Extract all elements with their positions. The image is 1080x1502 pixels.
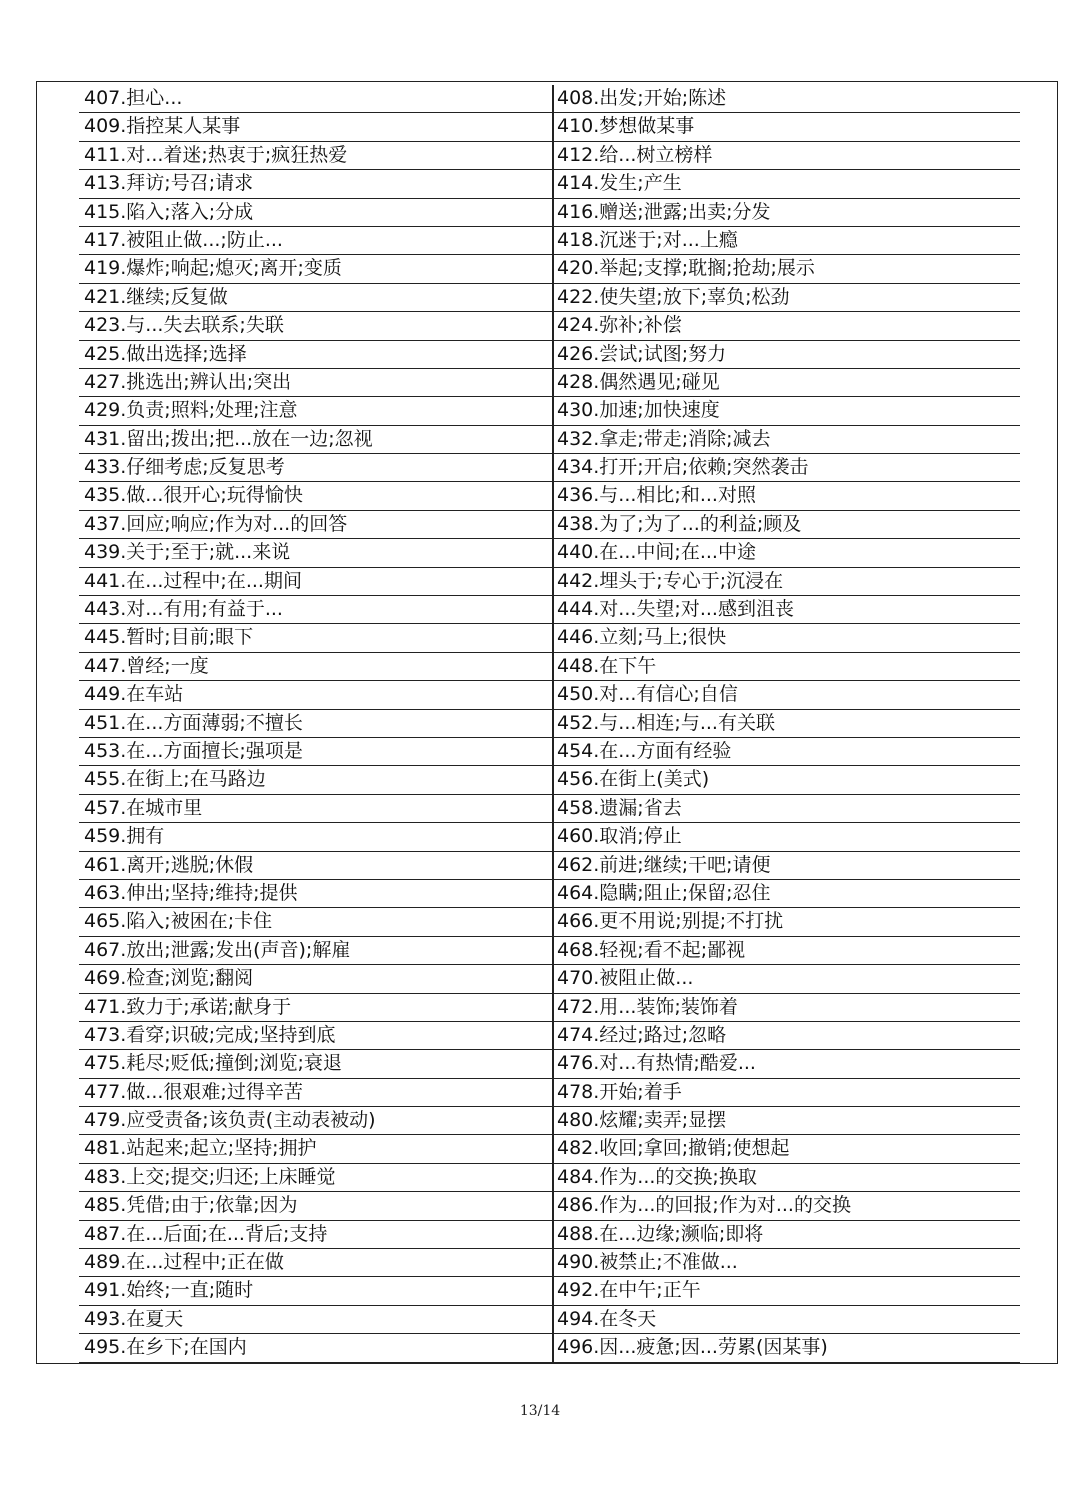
table-row <box>79 539 1020 567</box>
left-entry: 489.在...过程中;正在做 <box>79 1249 552 1277</box>
right-entry: 478.开始;着手 <box>552 1079 1020 1107</box>
right-entry: 448.在下午 <box>552 653 1020 681</box>
left-entry: 453.在...方面擅长;强项是 <box>79 738 552 766</box>
table-row <box>79 738 1020 766</box>
right-entry: 444.对...失望;对...感到沮丧 <box>552 596 1020 624</box>
table-row <box>79 85 1020 113</box>
left-entry: 463.伸出;坚持;维持;提供 <box>79 880 552 908</box>
table-row <box>79 823 1020 851</box>
table-row <box>79 568 1020 596</box>
table-row <box>79 710 1020 738</box>
right-entry: 482.收回;拿回;撤销;使想起 <box>552 1135 1020 1163</box>
table-row <box>79 1249 1020 1277</box>
table-row <box>79 965 1020 993</box>
left-entry: 481.站起来;起立;坚持;拥护 <box>79 1135 552 1163</box>
table-row <box>79 681 1020 709</box>
table-row <box>79 653 1020 681</box>
left-entry: 437.回应;响应;作为对...的回答 <box>79 511 552 539</box>
right-entry: 456.在街上(美式) <box>552 766 1020 794</box>
right-entry: 492.在中午;正午 <box>552 1277 1020 1305</box>
table-row <box>79 1050 1020 1078</box>
left-entry: 435.做...很开心;玩得愉快 <box>79 482 552 510</box>
table-row <box>79 454 1020 482</box>
right-entry: 470.被阻止做... <box>552 965 1020 993</box>
left-entry: 491.始终;一直;随时 <box>79 1277 552 1305</box>
table-row <box>79 1079 1020 1107</box>
right-entry: 428.偶然遇见;碰见 <box>552 369 1020 397</box>
left-entry: 415.陷入;落入;分成 <box>79 199 552 227</box>
left-entry: 467.放出;泄露;发出(声音);解雇 <box>79 937 552 965</box>
left-entry: 419.爆炸;响起;熄灭;离开;变质 <box>79 255 552 283</box>
left-entry: 451.在...方面薄弱;不擅长 <box>79 710 552 738</box>
right-entry: 430.加速;加快速度 <box>552 397 1020 425</box>
table-row <box>79 341 1020 369</box>
left-entry: 443.对...有用;有益于... <box>79 596 552 624</box>
page-number: 13/14 <box>519 1403 561 1419</box>
left-entry: 479.应受责备;该负责(主动表被动) <box>79 1107 552 1135</box>
table-row <box>79 1022 1020 1050</box>
table-row <box>79 1107 1020 1135</box>
right-entry: 410.梦想做某事 <box>552 113 1020 141</box>
right-entry: 450.对...有信心;自信 <box>552 681 1020 709</box>
right-entry: 458.遗漏;省去 <box>552 795 1020 823</box>
right-entry: 416.赠送;泄露;出卖;分发 <box>552 199 1020 227</box>
right-entry: 488.在...边缘;濒临;即将 <box>552 1221 1020 1249</box>
table-row <box>79 199 1020 227</box>
table-row <box>79 1306 1020 1334</box>
table-row <box>79 908 1020 936</box>
right-entry: 484.作为...的交换;换取 <box>552 1164 1020 1192</box>
table-row <box>79 511 1020 539</box>
right-entry: 418.沉迷于;对...上瘾 <box>552 227 1020 255</box>
right-entry: 466.更不用说;别提;不打扰 <box>552 908 1020 936</box>
left-entry: 483.上交;提交;归还;上床睡觉 <box>79 1164 552 1192</box>
right-entry: 486.作为...的回报;作为对...的交换 <box>552 1192 1020 1220</box>
left-entry: 421.继续;反复做 <box>79 284 552 312</box>
right-entry: 420.举起;支撑;耽搁;抢劫;展示 <box>552 255 1020 283</box>
right-entry: 408.出发;开始;陈述 <box>552 85 1020 113</box>
right-entry: 440.在...中间;在...中途 <box>552 539 1020 567</box>
table-row <box>79 255 1020 283</box>
left-entry: 429.负责;照料;处理;注意 <box>79 397 552 425</box>
left-entry: 495.在乡下;在国内 <box>79 1334 552 1362</box>
left-entry: 425.做出选择;选择 <box>79 341 552 369</box>
table-row <box>79 596 1020 624</box>
left-entry: 465.陷入;被困在;卡住 <box>79 908 552 936</box>
right-entry: 438.为了;为了...的利益;顾及 <box>552 511 1020 539</box>
right-entry: 446.立刻;马上;很快 <box>552 624 1020 652</box>
right-entry: 434.打开;开启;依赖;突然袭击 <box>552 454 1020 482</box>
table-row <box>79 1221 1020 1249</box>
left-entry: 475.耗尽;贬低;撞倒;浏览;衰退 <box>79 1050 552 1078</box>
table-row <box>79 880 1020 908</box>
left-entry: 471.致力于;承诺;献身于 <box>79 994 552 1022</box>
right-entry: 462.前进;继续;干吧;请便 <box>552 852 1020 880</box>
left-entry: 409.指控某人某事 <box>79 113 552 141</box>
table-row <box>79 170 1020 198</box>
table-row <box>79 1277 1020 1305</box>
left-entry: 423.与...失去联系;失联 <box>79 312 552 340</box>
right-entry: 436.与...相比;和...对照 <box>552 482 1020 510</box>
table-row <box>79 227 1020 255</box>
right-entry: 422.使失望;放下;辜负;松劲 <box>552 284 1020 312</box>
left-entry: 431.留出;拨出;把...放在一边;忽视 <box>79 426 552 454</box>
table-row <box>79 284 1020 312</box>
table-row <box>79 1164 1020 1192</box>
left-entry: 413.拜访;号召;请求 <box>79 170 552 198</box>
table-row <box>79 994 1020 1022</box>
left-entry: 417.被阻止做...;防止... <box>79 227 552 255</box>
right-entry: 472.用...装饰;装饰着 <box>552 994 1020 1022</box>
left-entry: 459.拥有 <box>79 823 552 851</box>
right-entry: 490.被禁止;不准做... <box>552 1249 1020 1277</box>
right-entry: 412.给...树立榜样 <box>552 142 1020 170</box>
table-row <box>79 312 1020 340</box>
table-row <box>79 113 1020 141</box>
table-row <box>79 852 1020 880</box>
left-entry: 441.在...过程中;在...期间 <box>79 568 552 596</box>
table-row <box>79 397 1020 425</box>
left-entry: 477.做...很艰难;过得辛苦 <box>79 1079 552 1107</box>
left-entry: 407.担心... <box>79 85 552 113</box>
vocabulary-table <box>79 85 1020 1363</box>
table-row <box>79 1334 1020 1362</box>
left-entry: 487.在...后面;在...背后;支持 <box>79 1221 552 1249</box>
table-row <box>79 369 1020 397</box>
left-entry: 427.挑选出;辨认出;突出 <box>79 369 552 397</box>
left-entry: 445.暂时;目前;眼下 <box>79 624 552 652</box>
table-row <box>79 482 1020 510</box>
table-row <box>79 142 1020 170</box>
table-row <box>79 1192 1020 1220</box>
right-entry: 494.在冬天 <box>552 1306 1020 1334</box>
right-entry: 460.取消;停止 <box>552 823 1020 851</box>
right-entry: 414.发生;产生 <box>552 170 1020 198</box>
right-entry: 480.炫耀;卖弄;显摆 <box>552 1107 1020 1135</box>
table-row <box>79 766 1020 794</box>
right-entry: 424.弥补;补偿 <box>552 312 1020 340</box>
left-entry: 469.检查;浏览;翻阅 <box>79 965 552 993</box>
right-entry: 452.与...相连;与...有关联 <box>552 710 1020 738</box>
right-entry: 476.对...有热情;酷爱... <box>552 1050 1020 1078</box>
table-row <box>79 624 1020 652</box>
right-entry: 468.轻视;看不起;鄙视 <box>552 937 1020 965</box>
right-entry: 454.在...方面有经验 <box>552 738 1020 766</box>
right-entry: 496.因...疲惫;因...劳累(因某事) <box>552 1334 1020 1362</box>
left-entry: 473.看穿;识破;完成;坚持到底 <box>79 1022 552 1050</box>
left-entry: 411.对...着迷;热衷于;疯狂热爱 <box>79 142 552 170</box>
left-entry: 449.在车站 <box>79 681 552 709</box>
left-entry: 433.仔细考虑;反复思考 <box>79 454 552 482</box>
right-entry: 432.拿走;带走;消除;减去 <box>552 426 1020 454</box>
left-entry: 447.曾经;一度 <box>79 653 552 681</box>
left-entry: 485.凭借;由于;依靠;因为 <box>79 1192 552 1220</box>
left-entry: 457.在城市里 <box>79 795 552 823</box>
table-row <box>79 937 1020 965</box>
right-entry: 442.埋头于;专心于;沉浸在 <box>552 568 1020 596</box>
right-entry: 474.经过;路过;忽略 <box>552 1022 1020 1050</box>
table-row <box>79 795 1020 823</box>
left-entry: 493.在夏天 <box>79 1306 552 1334</box>
right-entry: 464.隐瞒;阻止;保留;忍住 <box>552 880 1020 908</box>
table-row <box>79 426 1020 454</box>
left-entry: 455.在街上;在马路边 <box>79 766 552 794</box>
left-entry: 439.关于;至于;就...来说 <box>79 539 552 567</box>
right-entry: 426.尝试;试图;努力 <box>552 341 1020 369</box>
table-row <box>79 1135 1020 1163</box>
left-entry: 461.离开;逃脱;休假 <box>79 852 552 880</box>
